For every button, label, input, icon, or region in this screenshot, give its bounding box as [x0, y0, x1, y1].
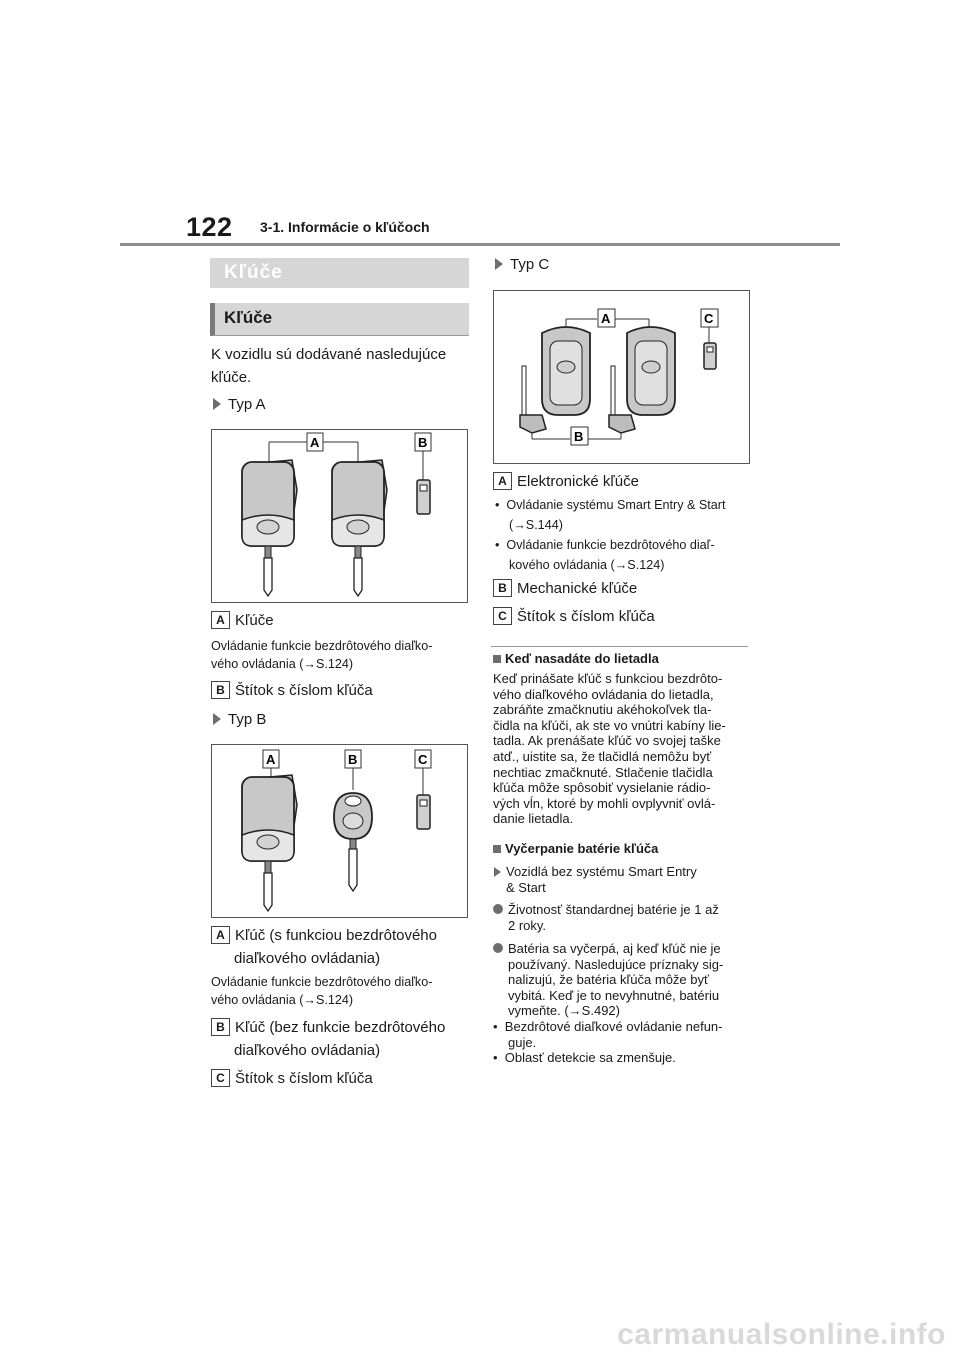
type-c-item-c — [493, 605, 655, 628]
type-b-heading — [213, 708, 266, 731]
type-c-heading-text: Typ C — [510, 256, 550, 273]
type-c-bullets — [495, 495, 755, 575]
battery-sub-text: Vozidlá bez systému Smart Entry — [506, 864, 697, 879]
type-a-heading — [213, 393, 266, 416]
text-line: vého diaľkového ovládania do lietadla, — [493, 686, 714, 702]
type-b-item-a — [211, 924, 437, 970]
intro-line: kľúče. — [211, 369, 252, 386]
text-line: vých vĺn, ktoré by mohli ovplyvniť ovlá- — [493, 795, 716, 811]
note-line: Ovládanie funkcie bezdrôtového diaľko- — [211, 975, 433, 989]
bullet-text: kového ovládania (→S.124) — [509, 558, 665, 572]
bullet-text: Oblasť detekcie sa zmenšuje. — [504, 1050, 676, 1066]
topic-banner — [210, 303, 469, 336]
item-text: Kľúče — [235, 612, 274, 629]
section-divider — [491, 646, 748, 647]
point-text: vymeňte. (→S.492) — [508, 1003, 620, 1019]
type-c-heading — [495, 253, 549, 276]
text-line: čidla na kľúči, ak ste vo vnútri kabíny lie- — [493, 717, 726, 733]
text-line: tadla. Ak prenášate kľúč vo svojej taške — [493, 733, 721, 749]
type-b-note — [211, 973, 432, 1009]
point-text: Životnosť štandardnej batérie je 1 až — [508, 902, 719, 917]
bullet-text: guje. — [508, 1034, 537, 1050]
label-a: A — [493, 472, 512, 490]
type-c-item-a — [493, 470, 639, 493]
point-text: nalizujú, že batéria kľúča môže byť — [508, 972, 709, 988]
note-line: Ovládanie funkcie bezdrôtového diaľko- — [211, 639, 433, 653]
item-text: Elektronické kľúče — [517, 473, 639, 490]
item-text: Štítok s číslom kľúča — [235, 1070, 373, 1087]
text-line: atď., uistite sa, že tlačidlá nemôžu byť — [493, 748, 712, 764]
type-b-item-c — [211, 1067, 373, 1090]
type-a-figure — [211, 429, 468, 603]
airplane-text — [493, 671, 726, 827]
type-b-figure — [211, 744, 468, 918]
battery-point-1 — [493, 902, 719, 933]
keys-illustration — [494, 291, 749, 463]
watermark: carmanualsonline.info — [617, 1318, 946, 1351]
item-text: Mechanické kľúče — [517, 580, 638, 597]
bullet-item: • Ovládanie funkcie bezdrôtového diaľ- — [495, 538, 715, 552]
bullet-text: Bezdrôtové diaľkové ovládanie nefun- — [504, 1018, 723, 1034]
item-text: Štítok s číslom kľúča — [517, 608, 655, 625]
type-a-item-a — [211, 609, 274, 632]
figure-label-a: A — [266, 752, 276, 767]
text-line: kľúča môže spôsobiť vysielanie rádio- — [493, 780, 711, 796]
triangle-icon — [495, 258, 503, 270]
figure-label-b: B — [574, 429, 584, 444]
point-text: používaný. Nasledujúce príznaky sig- — [508, 956, 724, 972]
keys-illustration — [212, 745, 467, 917]
item-text: diaľkového ovládania) — [234, 1042, 381, 1059]
label-b: B — [211, 1018, 230, 1036]
section-title: 3-1. Informácie o kľúčoch — [260, 219, 430, 235]
note-line: vého ovládania (→S.124) — [211, 993, 354, 1007]
type-b-item-b — [211, 1016, 445, 1062]
type-c-figure — [493, 290, 750, 464]
circle-bullet-icon — [493, 904, 503, 914]
figure-label-a: A — [601, 311, 611, 326]
battery-heading — [493, 840, 658, 858]
figure-label-c: C — [704, 311, 714, 326]
page-number: 122 — [186, 212, 233, 242]
item-text: Kľúč (s funkciou bezdrôtového — [235, 927, 437, 944]
square-bullet-icon — [493, 655, 501, 663]
battery-point-2: Batéria sa vyčerpá, aj keď kľúč nie je používaný. Nasledujúce príznaky sig- nalizujú, že batéria kľúča môže byť vybitá. Keď je to nevyhnutné, batériu vymeňte. (→S.492) • Bezdrôtové diaľkové ovládanie nefun- guje. • Oblasť detekcie sa zmenšuje. — [493, 941, 724, 1066]
figure-label-b: B — [348, 752, 358, 767]
type-a-heading-text: Typ A — [228, 396, 266, 413]
point-text: Batéria sa vyčerpá, aj keď kľúč nie je — [508, 941, 721, 956]
header-rule — [120, 243, 840, 246]
label-a: A — [211, 611, 230, 629]
bullet-text: Ovládanie funkcie bezdrôtového diaľ- — [506, 538, 715, 552]
figure-label-a: A — [310, 435, 320, 450]
airplane-heading — [493, 650, 659, 668]
point-text: 2 roky. — [508, 917, 547, 933]
battery-sub-text: & Start — [506, 879, 546, 895]
type-c-item-b — [493, 577, 637, 600]
topic-banner-text: Kľúče — [224, 308, 273, 327]
chapter-banner — [210, 258, 469, 288]
text-line: danie lietadla. — [493, 811, 574, 827]
label-b: B — [493, 579, 512, 597]
type-a-note — [211, 637, 432, 673]
label-c: C — [211, 1069, 230, 1087]
text-line: zabráňte zmačknutiu akéhokoľvek tla- — [493, 702, 712, 718]
item-text: Kľúč (bez funkcie bezdrôtového — [235, 1019, 446, 1036]
type-b-heading-text: Typ B — [228, 711, 267, 728]
intro-text — [211, 343, 446, 389]
bullet-text: Ovládanie systému Smart Entry & Start — [506, 498, 726, 512]
point-text: vybitá. Keď je to nevyhnutné, batériu — [508, 987, 720, 1003]
keys-illustration — [212, 430, 467, 602]
label-a: A — [211, 926, 230, 944]
intro-line: K vozidlu sú dodávané nasledujúce — [211, 346, 447, 363]
triangle-icon — [213, 398, 221, 410]
airplane-heading-text: Keď nasadáte do lietadla — [505, 651, 659, 666]
label-b: B — [211, 681, 230, 699]
note-line: vého ovládania (→S.124) — [211, 657, 354, 671]
label-c: C — [493, 607, 512, 625]
battery-heading-text: Vyčerpanie batérie kľúča — [505, 841, 659, 856]
bullet-item: • Ovládanie systému Smart Entry & Start — [495, 498, 726, 512]
figure-label-b: B — [418, 435, 428, 450]
text-line: Keď prinášate kľúč s funkciou bezdrôto- — [493, 671, 723, 686]
battery-sub — [494, 864, 697, 895]
bullet-text: (→S.144) — [509, 518, 563, 532]
item-text: Štítok s číslom kľúča — [235, 682, 373, 699]
triangle-icon — [494, 867, 501, 877]
chapter-banner-text: Kľúče — [224, 262, 283, 283]
triangle-icon — [213, 713, 221, 725]
item-text: diaľkového ovládania) — [234, 950, 381, 967]
square-bullet-icon — [493, 845, 501, 853]
circle-bullet-icon — [493, 943, 503, 953]
type-a-item-b — [211, 679, 373, 702]
text-line: nechtiac zmačknuté. Stlačenie tlačidla — [493, 764, 713, 780]
figure-label-c: C — [418, 752, 428, 767]
